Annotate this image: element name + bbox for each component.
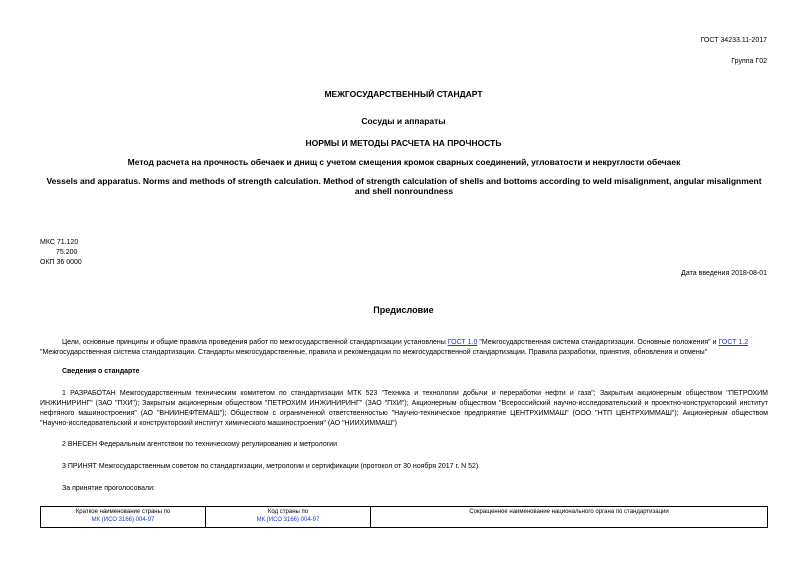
col-country-code-header (206, 507, 371, 528)
gost-1-2-link[interactable]: ГОСТ 1.2 (718, 339, 749, 346)
info-heading: Сведения о стандарте (62, 368, 140, 375)
countries-table (40, 506, 768, 528)
foreword-text-b: "Межгосударственная система стандартизации. Основные положения" и (477, 339, 719, 346)
mks-code-1: МКС 71.120 (40, 239, 79, 246)
col-country-name-header (41, 507, 206, 528)
english-title: Vessels and apparatus. Norms and methods of strength calculation. Method of strength calculation of shells and bottoms according to weld misalignment, angular misalignment and shell nonroundness (46, 176, 762, 196)
group-code: Группа Г02 (731, 58, 767, 65)
item-1-developed: 1 РАЗРАБОТАН Межгосударственным техническим комитетом по стандартизации МТК 523 "Техника и технологии добычи и переработки нефти и газа"; Закрытым акционерным обществом "ПЕТРОХИМ ИНЖИНИРИНГ" (ЗАО "ПХИ"); Закрытым акционерным обществом "ПЕТРОХИМ ИНЖИНИРИНГ" (ЗАО "ПХИ"); Акционерным обществом "Всероссийский научно-исследовательский и проектно-конструкторский институт нефтяного машиностроения" (АО "ВНИИНЕФТЕМАШ"); Обществом с ограниченной ответственностью "Научно-техническое предприятие ЦЕНТРХИММАШ" (ООО "НТП ЦЕНТРХИММАШ"); Акционерным обществом "Научно-исследовательский и конструкторский институт химического машиностроения" (АО "НИИХИММАШ") (40, 390, 768, 427)
norms-title: НОРМЫ И МЕТОДЫ РАСЧЕТА НА ПРОЧНОСТЬ (305, 138, 502, 148)
foreword-text-a: Цели, основные принципы и общие правила проведения работ по межгосударственной стандартизации установлены (62, 339, 448, 346)
col-country-name-link[interactable]: МК (ИСО 3166) 004-97 (91, 517, 155, 523)
okp-code: ОКП 36 0000 (40, 259, 82, 266)
foreword-heading: Предисловие (373, 305, 434, 315)
subject-title: Сосуды и аппараты (361, 116, 446, 126)
col-country-name-label: Краткое наименование страны по (75, 509, 171, 515)
voted-label: За принятие проголосовали: (62, 485, 155, 492)
foreword-paragraph (40, 338, 768, 358)
foreword-text-c: "Межгосударственная система стандартизации. Стандарты межгосударственные, правила и рекомендации по межгосударственной стандартизации. Правила разработки, принятия, обновления и отмены" (40, 349, 708, 356)
standard-type-title: МЕЖГОСУДАРСТВЕННЫЙ СТАНДАРТ (324, 89, 483, 99)
gost-1-0-link[interactable]: ГОСТ 1.0 (447, 339, 478, 346)
method-title-ru: Метод расчета на прочность обечаек и днищ с учетом смещения кромок сварных соединений, угловатости и некруглости обечаек (127, 157, 681, 167)
item-2-submitted: 2 ВНЕСЕН Федеральным агентством по техническому регулированию и метрологии (62, 441, 338, 448)
document-code: ГОСТ 34233.11-2017 (700, 37, 767, 44)
col-country-code-label: Код страны по (267, 509, 309, 515)
mks-code-2: 75.200 (56, 249, 78, 256)
introduction-date: Дата введения 2018-08-01 (681, 270, 767, 277)
col-country-code-link[interactable]: МК (ИСО 3166) 004-97 (256, 517, 320, 523)
col-national-body-header: Сокращенное наименование национального органа по стандартизации (371, 507, 768, 528)
item-3-adopted: 3 ПРИНЯТ Межгосударственным советом по стандартизации, метрологии и сертификации (протокол от 30 ноября 2017 г. N 52) (62, 463, 479, 470)
table-header-row (41, 507, 768, 528)
